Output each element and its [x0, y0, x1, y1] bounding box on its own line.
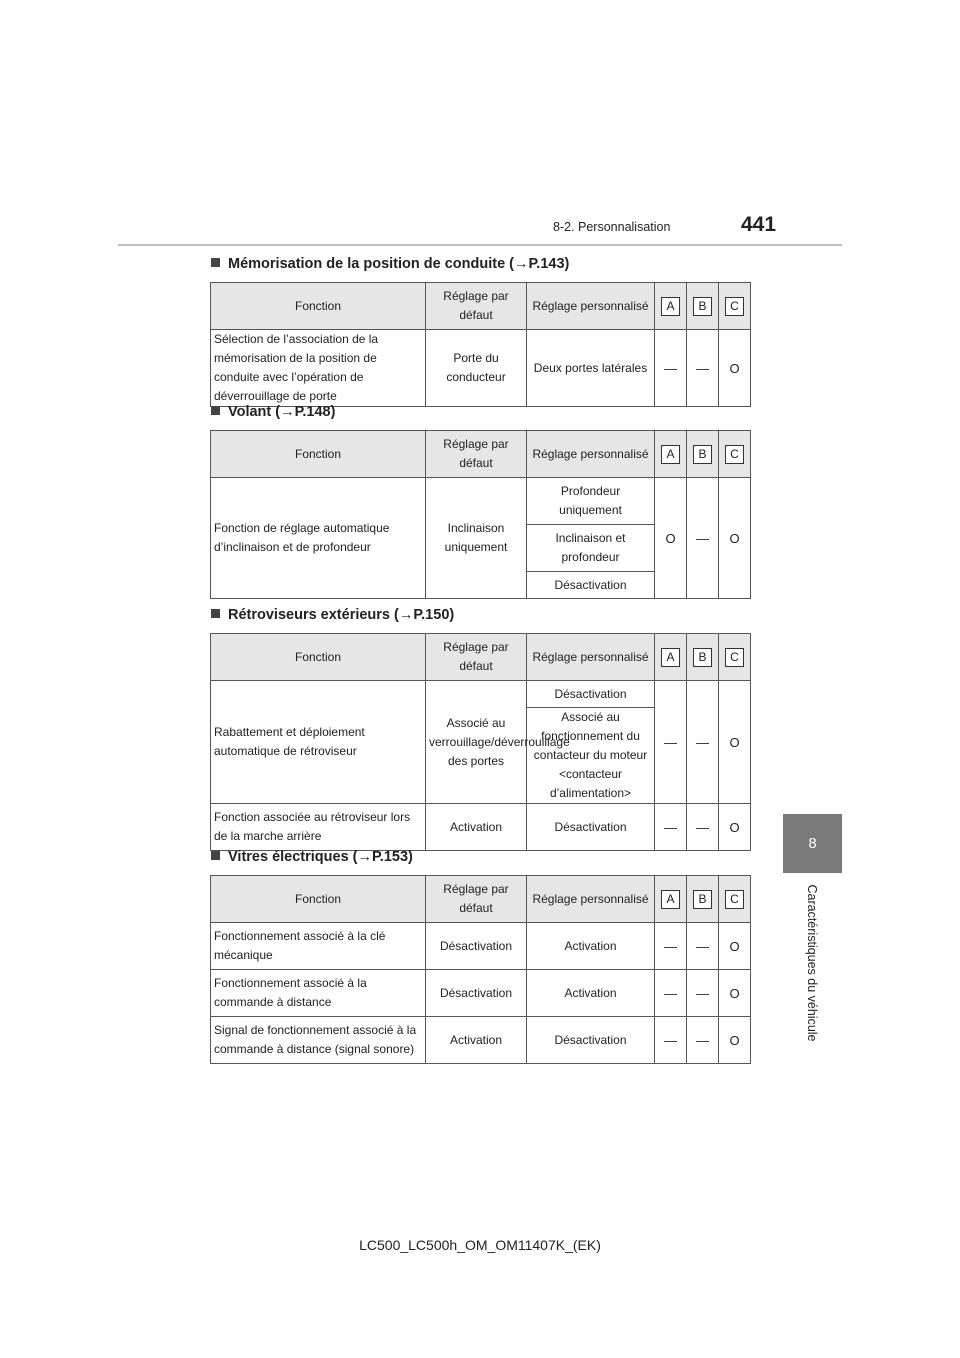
- cell-perso: Associé au fonctionnement du contacteur du moteur <contacteur d’alimentation>: [527, 708, 655, 804]
- cell-b: —: [687, 478, 719, 599]
- bullet-square-icon: [211, 851, 220, 860]
- header-b: B: [693, 297, 712, 316]
- bullet-square-icon: [211, 406, 220, 415]
- cell-defaut: Désactivation: [426, 923, 527, 970]
- cell-defaut: Porte du conducteur: [426, 330, 527, 407]
- header-perso: Réglage personnalisé: [527, 431, 655, 478]
- cell-b: —: [687, 923, 719, 970]
- header-b: B: [693, 648, 712, 667]
- header-fonction: Fonction: [211, 634, 426, 681]
- cell-perso: Deux portes latérales: [527, 330, 655, 407]
- header-c: C: [725, 445, 744, 464]
- cell-a: —: [655, 1017, 687, 1064]
- section-title: Volant (→P.148): [211, 404, 335, 420]
- cell-a: —: [655, 923, 687, 970]
- bullet-square-icon: [211, 609, 220, 618]
- cell-a: O: [655, 478, 687, 599]
- header-fonction: Fonction: [211, 876, 426, 923]
- page-number: 441: [741, 213, 777, 236]
- header-perso: Réglage personnalisé: [527, 283, 655, 330]
- side-tab-label: Caractéristiques du véhicule: [805, 884, 819, 1042]
- cell-fonction: Fonction de réglage automatique d’inclinaison et de profondeur: [211, 478, 426, 599]
- settings-table: [210, 430, 751, 599]
- header-defaut: Réglage par défaut: [426, 634, 527, 681]
- header-b: B: [693, 445, 712, 464]
- header-perso: Réglage personnalisé: [527, 876, 655, 923]
- cell-fonction: Fonctionnement associé à la clé mécanique: [211, 923, 426, 970]
- cell-a: —: [655, 330, 687, 407]
- cell-perso: Activation: [527, 970, 655, 1017]
- footer-code: LC500_LC500h_OM_OM11407K_(EK): [359, 1237, 601, 1253]
- cell-b: —: [687, 804, 719, 851]
- header-c: C: [725, 648, 744, 667]
- cell-c: O: [719, 681, 751, 804]
- table-row: [211, 330, 751, 407]
- cell-c: O: [719, 923, 751, 970]
- cell-perso: Désactivation: [527, 1017, 655, 1064]
- table-row: [211, 1017, 751, 1064]
- table-row: [211, 804, 751, 851]
- header-defaut: Réglage par défaut: [426, 283, 527, 330]
- cell-a: —: [655, 681, 687, 804]
- cell-fonction: Fonctionnement associé à la commande à distance: [211, 970, 426, 1017]
- cell-defaut: Activation: [426, 804, 527, 851]
- header-c: C: [725, 890, 744, 909]
- cell-b: —: [687, 330, 719, 407]
- cell-defaut: Associé au verrouillage/déverrouillage des portes: [426, 681, 527, 804]
- section-title: Vitres électriques (→P.153): [211, 849, 413, 865]
- cell-fonction: Fonction associée au rétroviseur lors de la marche arrière: [211, 804, 426, 851]
- header-defaut: Réglage par défaut: [426, 876, 527, 923]
- cell-c: O: [719, 330, 751, 407]
- header-section: 8-2. Personnalisation: [553, 220, 671, 234]
- cell-defaut: Désactivation: [426, 970, 527, 1017]
- header-rule: [118, 244, 842, 246]
- cell-c: O: [719, 478, 751, 599]
- cell-c: O: [719, 970, 751, 1017]
- cell-perso: Désactivation: [527, 572, 655, 599]
- cell-perso: Désactivation: [527, 681, 655, 708]
- table-row: [211, 478, 751, 525]
- cell-b: —: [687, 1017, 719, 1064]
- section-title: Mémorisation de la position de conduite (→P.143): [211, 256, 569, 272]
- cell-c: O: [719, 804, 751, 851]
- header-defaut: Réglage par défaut: [426, 431, 527, 478]
- table-row: [211, 970, 751, 1017]
- cell-fonction: Sélection de l’association de la mémorisation de la position de conduite avec l’opération de déverrouillage de porte: [211, 330, 426, 407]
- side-tab-number: 8: [808, 835, 817, 852]
- cell-c: O: [719, 1017, 751, 1064]
- header-perso: Réglage personnalisé: [527, 634, 655, 681]
- cell-b: —: [687, 681, 719, 804]
- cell-perso: Inclinaison et profondeur: [527, 525, 655, 572]
- header-a: A: [661, 297, 680, 316]
- bullet-square-icon: [211, 258, 220, 267]
- header-a: A: [661, 445, 680, 464]
- header-c: C: [725, 297, 744, 316]
- cell-a: —: [655, 970, 687, 1017]
- header-b: B: [693, 890, 712, 909]
- settings-table: [210, 633, 751, 851]
- cell-fonction: Rabattement et déploiement automatique de rétroviseur: [211, 681, 426, 804]
- cell-perso: Désactivation: [527, 804, 655, 851]
- header-fonction: Fonction: [211, 431, 426, 478]
- table-row: [211, 923, 751, 970]
- cell-defaut: Activation: [426, 1017, 527, 1064]
- cell-perso: Profondeur uniquement: [527, 478, 655, 525]
- cell-a: —: [655, 804, 687, 851]
- section-title: Rétroviseurs extérieurs (→P.150): [211, 607, 454, 623]
- settings-table: [210, 282, 751, 407]
- cell-perso: Activation: [527, 923, 655, 970]
- header-fonction: Fonction: [211, 283, 426, 330]
- cell-b: —: [687, 970, 719, 1017]
- header-a: A: [661, 890, 680, 909]
- settings-table: [210, 875, 751, 1064]
- cell-fonction: Signal de fonctionnement associé à la commande à distance (signal sonore): [211, 1017, 426, 1064]
- header-a: A: [661, 648, 680, 667]
- table-row: [211, 681, 751, 708]
- cell-defaut: Inclinaison uniquement: [426, 478, 527, 599]
